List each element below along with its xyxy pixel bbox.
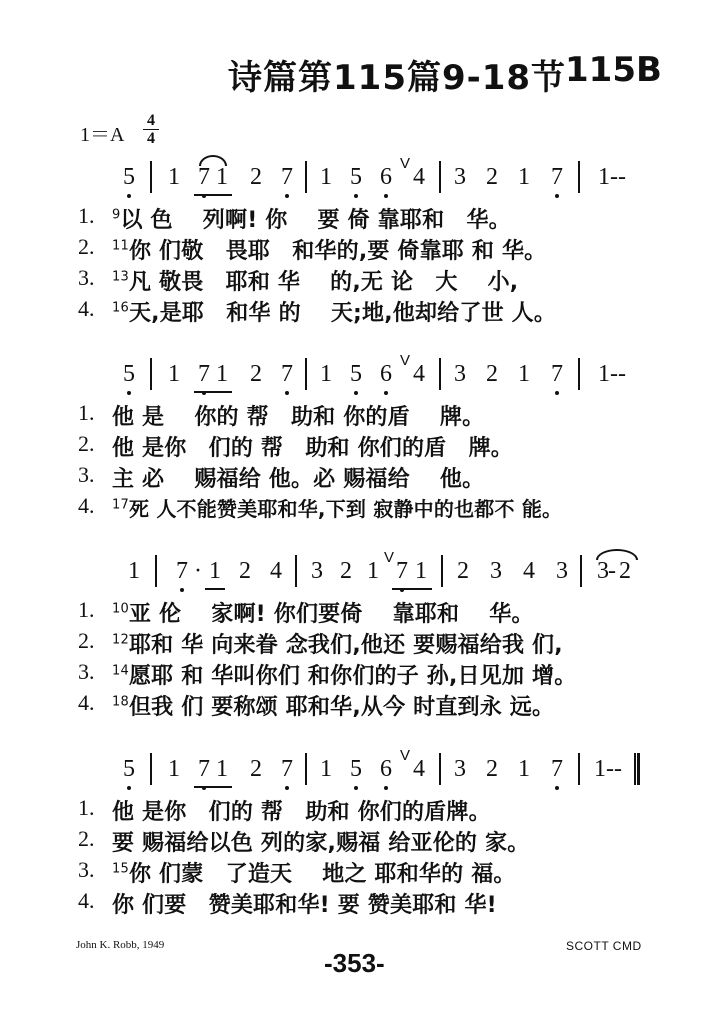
final-barline <box>634 753 640 785</box>
note: 1 <box>216 361 228 387</box>
lyrics: 你 们敬 畏耶 和华的,要 倚靠耶 和 华。 <box>128 239 547 264</box>
note: 1-- <box>598 361 626 387</box>
note: 7 <box>546 361 568 388</box>
verse-number: 1. <box>78 597 95 622</box>
verse-line <box>0 265 717 299</box>
verse-text <box>112 826 632 857</box>
tune-name: SCOTT CMD <box>566 939 642 953</box>
verse-line <box>0 597 717 631</box>
verse-text <box>112 628 632 659</box>
verse-ref: 11 <box>112 238 129 254</box>
note: 3 <box>454 361 466 387</box>
barline <box>439 161 441 193</box>
verse-text <box>112 296 632 327</box>
verse-text <box>112 888 632 919</box>
note: 4 <box>270 558 282 584</box>
note: · <box>194 558 202 584</box>
note: 5 <box>118 361 140 388</box>
verse-number: 1. <box>78 400 95 425</box>
verse-line <box>0 795 717 829</box>
verse-ref: 9 <box>112 207 121 223</box>
barline <box>578 161 580 193</box>
note: 7 <box>391 558 413 585</box>
note: 7 <box>546 164 568 191</box>
time-top: 4 <box>143 112 159 130</box>
note: 1 <box>320 164 332 190</box>
verse-number: 3. <box>78 462 95 487</box>
note: 1 <box>320 756 332 782</box>
verse-number: 1. <box>78 203 95 228</box>
lyrics: 耶和 华 向来眷 念我们,他还 要赐福给我 们, <box>128 633 563 658</box>
verse-text <box>112 597 632 628</box>
time-bottom: 4 <box>147 130 155 147</box>
note: 1 <box>209 558 221 584</box>
lyrics: 亚 伦 家啊! 你们要倚 靠耶和 华。 <box>128 602 534 627</box>
verse-number: 3. <box>78 265 95 290</box>
verse-number: 2. <box>78 431 95 456</box>
breath-mark: V <box>400 155 411 172</box>
verse-line <box>0 493 717 527</box>
note: 7 <box>193 756 215 783</box>
verse-text <box>112 400 632 431</box>
verse-line <box>0 296 717 330</box>
notation-line-4 <box>0 747 717 790</box>
verse-text <box>112 203 632 234</box>
note: 2 <box>486 756 498 782</box>
barline <box>150 161 152 193</box>
barline <box>441 555 443 587</box>
lyrics: 要 赐福给以色 列的家,赐福 给亚伦的 家。 <box>112 831 530 856</box>
verse-number: 2. <box>78 628 95 653</box>
hymn-number: 115B <box>565 50 662 90</box>
verse-number: 1. <box>78 795 95 820</box>
note: 5 <box>118 756 140 783</box>
notation-line-1 <box>0 155 717 198</box>
note: 1 <box>367 558 379 584</box>
lyrics: 死 人不能赞美耶和华,下到 寂静中的也都不 能。 <box>128 497 563 521</box>
verse-line <box>0 431 717 465</box>
note: 1 <box>518 361 530 387</box>
breath-mark: V <box>384 549 395 566</box>
note: 6 <box>375 756 397 783</box>
note: 3 <box>454 756 466 782</box>
note: 1-- <box>598 164 626 190</box>
verse-ref: 12 <box>112 632 129 648</box>
verse-line <box>0 857 717 891</box>
note: 3 <box>556 558 568 584</box>
barline <box>150 358 152 390</box>
lyrics: 你 们蒙 了造天 地之 耶和华的 福。 <box>128 862 516 887</box>
note: 3 <box>597 558 609 584</box>
verse-text <box>112 493 632 522</box>
beam <box>392 588 432 590</box>
verse-line <box>0 234 717 268</box>
note: 5 <box>118 164 140 191</box>
note: 2 <box>486 361 498 387</box>
note: 5 <box>345 361 367 388</box>
verse-line <box>0 628 717 662</box>
note: 2 <box>340 558 352 584</box>
beam <box>194 391 232 393</box>
note: 2 <box>250 361 262 387</box>
verse-number: 2. <box>78 234 95 259</box>
verse-number: 4. <box>78 296 95 321</box>
barline <box>439 753 441 785</box>
verse-text <box>112 795 632 826</box>
verse-text <box>112 431 632 462</box>
note: 1 <box>168 756 180 782</box>
note: 1 <box>168 361 180 387</box>
verse-line <box>0 826 717 860</box>
notation-line-2 <box>0 352 717 395</box>
note: 4 <box>523 558 535 584</box>
note: 3 <box>311 558 323 584</box>
verse-ref: 18 <box>112 694 129 710</box>
verse-ref: 13 <box>112 269 129 285</box>
note: 3 <box>490 558 502 584</box>
note: 1-- <box>594 756 622 782</box>
verse-ref: 14 <box>112 663 129 679</box>
verse-text <box>112 234 632 265</box>
barline <box>578 753 580 785</box>
verse-text <box>112 462 632 493</box>
breath-mark: V <box>400 352 411 369</box>
barline <box>580 555 582 587</box>
lyrics: 他 是你 们的 帮 助和 你们的盾牌。 <box>112 800 491 825</box>
note: 5 <box>345 756 367 783</box>
verse-number: 3. <box>78 857 95 882</box>
lyrics: 但我 们 要称颂 耶和华,从今 时直到永 远。 <box>128 695 555 720</box>
barline <box>578 358 580 390</box>
notation-line-3 <box>0 549 717 592</box>
note: 2 <box>250 164 262 190</box>
verse-number: 4. <box>78 690 95 715</box>
verse-text <box>112 857 632 888</box>
verse-line <box>0 690 717 724</box>
barline <box>295 555 297 587</box>
note: 5 <box>345 164 367 191</box>
note: 4 <box>413 756 425 782</box>
verse-number: 4. <box>78 493 95 518</box>
note: 1 <box>128 558 140 584</box>
note: 6 <box>375 164 397 191</box>
verse-ref: 10 <box>112 601 129 617</box>
verse-line <box>0 888 717 922</box>
lyrics: 凡 敬畏 耶和 华 的,无 论 大 小, <box>128 270 519 295</box>
note: - <box>608 558 616 584</box>
beam <box>194 194 232 196</box>
note: 1 <box>216 164 228 190</box>
verse-text <box>112 659 632 690</box>
verse-number: 3. <box>78 659 95 684</box>
beam <box>205 588 225 590</box>
verse-text <box>112 265 632 296</box>
barline <box>439 358 441 390</box>
barline <box>305 161 307 193</box>
note: 4 <box>413 361 425 387</box>
note: 3 <box>454 164 466 190</box>
note: 7 <box>193 164 215 191</box>
note: 2 <box>619 558 631 584</box>
verse-ref: 17 <box>112 497 129 513</box>
verse-line <box>0 659 717 693</box>
note: 2 <box>239 558 251 584</box>
note: 7 <box>193 361 215 388</box>
lyrics: 以 色 列啊! 你 要 倚 靠耶和 华。 <box>120 208 511 233</box>
barline <box>305 358 307 390</box>
lyrics: 愿耶 和 华叫你们 和你们的子 孙,日见加 增。 <box>128 664 577 689</box>
author-credit: John K. Robb, 1949 <box>76 939 165 951</box>
note: 1 <box>216 756 228 782</box>
verse-line <box>0 203 717 237</box>
lyrics: 你 们要 赞美耶和华! 要 赞美耶和 华! <box>112 893 497 918</box>
barline <box>150 753 152 785</box>
note: 7 <box>546 756 568 783</box>
verse-ref: 15 <box>112 861 129 877</box>
note: 1 <box>415 558 427 584</box>
verse-text <box>112 690 632 721</box>
beam <box>194 786 232 788</box>
barline <box>305 753 307 785</box>
note: 1 <box>320 361 332 387</box>
note: 1 <box>168 164 180 190</box>
note: 1 <box>518 164 530 190</box>
lyrics: 主 必 赐福给 他。必 赐福给 他。 <box>112 467 485 492</box>
note: 7 <box>276 164 298 191</box>
note: 4 <box>413 164 425 190</box>
verse-line <box>0 462 717 496</box>
verse-ref: 16 <box>112 300 129 316</box>
note: 2 <box>457 558 469 584</box>
barline <box>155 555 157 587</box>
lyrics: 他 是你 们的 帮 助和 你们的盾 牌。 <box>112 436 513 461</box>
lyrics: 天,是耶 和华 的 天;地,他却给了世 人。 <box>128 301 557 326</box>
note: 7 <box>276 756 298 783</box>
time-signature <box>143 112 159 147</box>
verse-number: 4. <box>78 888 95 913</box>
note: 7 <box>276 361 298 388</box>
note: 1 <box>518 756 530 782</box>
breath-mark: V <box>400 747 411 764</box>
key-signature: 1＝A <box>80 124 125 146</box>
note: 6 <box>375 361 397 388</box>
note: 2 <box>250 756 262 782</box>
page-number: -353- <box>324 948 385 978</box>
verse-line <box>0 400 717 434</box>
verse-number: 2. <box>78 826 95 851</box>
note: 2 <box>486 164 498 190</box>
note: 7 <box>171 558 193 585</box>
lyrics: 他 是 你的 帮 助和 你的盾 牌。 <box>112 405 485 430</box>
hymn-title: 诗篇第115篇9-18节 <box>228 58 567 98</box>
